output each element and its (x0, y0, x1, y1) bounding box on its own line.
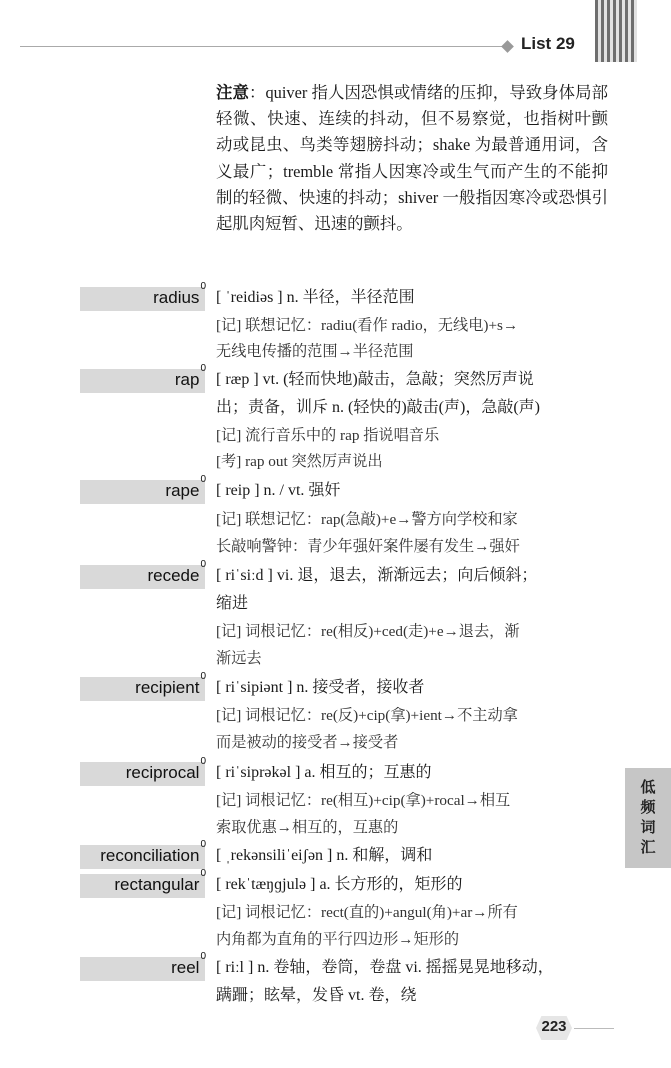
memory-line: [记] 词根记忆：rect(直的)+angul(角)+ar→所有 (216, 904, 518, 921)
page-number: 223 (541, 1018, 567, 1035)
headword: recipient$^0$ (135, 671, 206, 697)
definition-line: [ ræp ] vt. (轻而快地)敲击，急敲；突然厉声说 (216, 371, 534, 388)
header-bullet (501, 40, 514, 53)
side-tab-char: 词 (640, 820, 656, 836)
memory-line: [记] 词根记忆：re(相反)+ced(走)+e→退去，渐 (216, 623, 520, 640)
memory-line: [记] 词根记忆：re(反)+cip(拿)+ient→不主动拿 (216, 707, 518, 724)
corner-stripes (595, 0, 637, 62)
side-tab-low-frequency (625, 768, 671, 868)
headword: reconciliation$^0$ (100, 839, 206, 865)
headword: reel$^0$ (171, 951, 206, 977)
headword: radius$^0$ (153, 281, 206, 307)
definition-line: 缩进 (216, 595, 249, 612)
memory-line: 而是被动的接受者→接受者 (216, 734, 399, 751)
definition-line: [ rekˈtæŋɡjulə ] a. 长方形的，矩形的 (216, 876, 463, 893)
headword: recede$^0$ (147, 559, 206, 585)
headword: rape$^0$ (165, 474, 206, 500)
exam-line: [考] rap out 突然厉声说出 (216, 453, 383, 470)
definition-line: [ riˈsiprəkəl ] a. 相互的；互惠的 (216, 764, 432, 781)
headword: rectangular$^0$ (114, 868, 206, 894)
side-tab-char: 频 (640, 800, 656, 816)
side-tab-char: 低 (640, 780, 656, 796)
header-rule (20, 46, 510, 47)
definition-line: 出；责备，训斥 n. (轻快的)敲击(声)，急敲(声) (216, 399, 540, 416)
definition-line: [ ˈreidiəs ] n. 半径，半径范围 (216, 289, 415, 306)
memory-line: [记] 联想记忆：radiu(看作 radio，无线电)+s→ (216, 317, 519, 334)
memory-line: 无线电传播的范围→半径范围 (216, 343, 414, 360)
memory-line: 内角都为直角的平行四边形→矩形的 (216, 931, 459, 948)
list-title: List 29 (521, 34, 575, 53)
memory-line: [记] 联想记忆：rap(急敲)+e→警方向学校和家 (216, 511, 518, 528)
footer-rule (574, 1028, 614, 1029)
note-text: ：quiver 指人因恐惧或情绪的压抑，导致身体局部轻微、快速、连续的抖动，但不易察觉，也指树叶颤动或昆虫、鸟类等翅膀抖动；shake 为最普通用词，含义最广；tremble 常指人因寒冷或生气而产生的不能抑制的轻微、快速的抖动；shiver 一般指因寒冷或恐惧引起肌肉短暂、迅速的颤抖。 (216, 83, 608, 234)
memory-line: [记] 流行音乐中的 rap 指说唱音乐 (216, 427, 440, 444)
headword: reciprocal$^0$ (125, 756, 206, 782)
memory-line: 索取优惠→相互的，互惠的 (216, 819, 399, 836)
definition-line: [ riːl ] n. 卷轴，卷筒，卷盘 vi. 摇摇晃晃地移动， (216, 959, 554, 976)
definition-line: 蹒跚；眩晕，发昏 vt. 卷，绕 (216, 987, 417, 1004)
memory-line: [记] 词根记忆：re(相互)+cip(拿)+rocal→相互 (216, 792, 511, 809)
definition-line: [ riˈsiːd ] vi. 退，退去，渐渐远去；向后倾斜； (216, 567, 538, 584)
note-label: 注意 (216, 84, 249, 102)
memory-line: 渐远去 (216, 650, 262, 667)
definition-line: [ reip ] n. / vt. 强奸 (216, 482, 341, 499)
usage-note (216, 80, 608, 237)
headword: rap$^0$ (174, 363, 206, 389)
definition-line: [ ˌrekənsiliˈeiʃən ] n. 和解，调和 (216, 847, 433, 864)
memory-line: 长敲响警钟：青少年强奸案件屡有发生→强奸 (216, 538, 520, 555)
side-tab-char: 汇 (640, 840, 656, 856)
definition-line: [ riˈsipiənt ] n. 接受者，接收者 (216, 679, 425, 696)
